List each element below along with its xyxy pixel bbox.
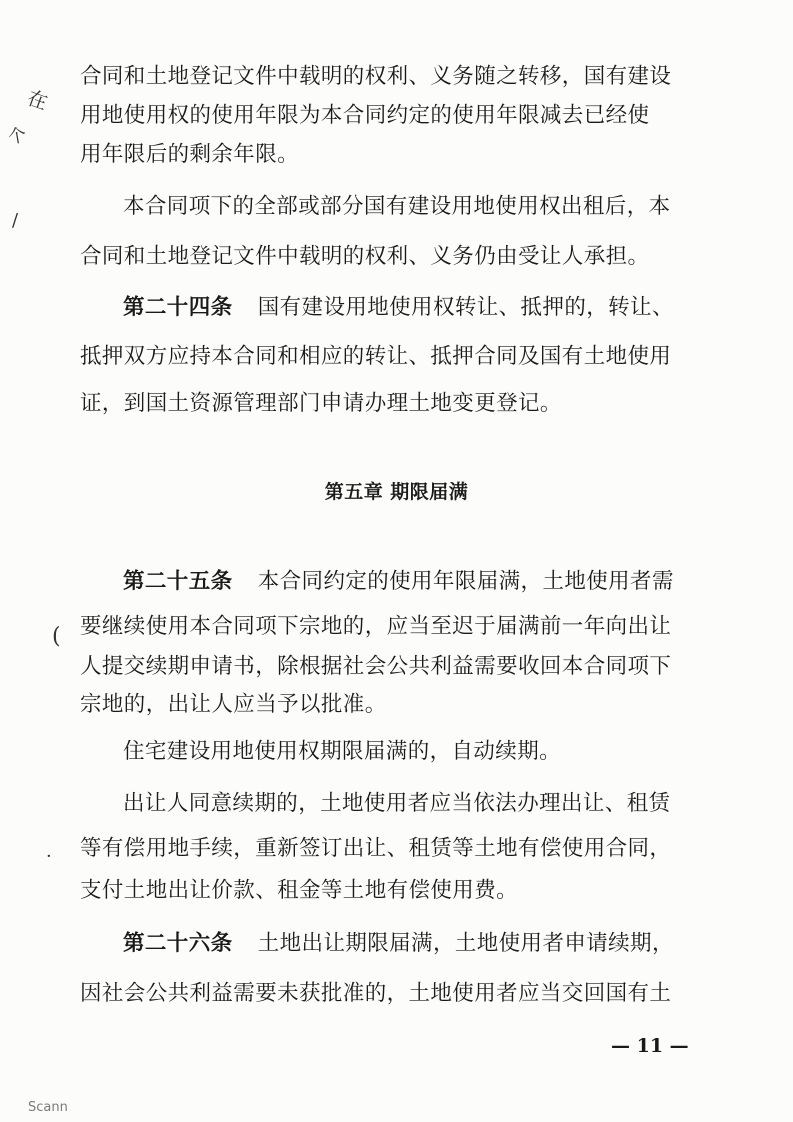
margin-mark-2: 个 bbox=[6, 124, 28, 149]
margin-mark-3: / bbox=[12, 210, 19, 231]
line-text: 人提交续期申请书，除根据社会公共利益需要收回本合同项下 bbox=[80, 654, 672, 679]
text-line bbox=[80, 242, 649, 272]
line-text: 宗地的，出让人应当予以批准。 bbox=[80, 692, 387, 717]
article-label: 第二十四条 bbox=[123, 295, 233, 320]
text-line bbox=[123, 789, 671, 819]
line-text: 要继续使用本合同项下宗地的，应当至迟于届满前一年向出让 bbox=[80, 614, 672, 639]
line-text: 因社会公共利益需要未获批准的，土地使用者应当交回国有土 bbox=[80, 981, 672, 1006]
article-26-line bbox=[123, 929, 674, 959]
text-line bbox=[80, 101, 649, 131]
line-text: 住宅建设用地使用权期限届满的，自动续期。 bbox=[123, 739, 562, 764]
text-line bbox=[123, 737, 561, 767]
line-text: 证，到国土资源管理部门申请办理土地变更登记。 bbox=[80, 391, 562, 416]
margin-mark-5: · bbox=[46, 846, 52, 867]
line-text: 用年限后的剩余年限。 bbox=[80, 142, 300, 167]
text-line bbox=[80, 876, 518, 906]
text-line bbox=[80, 140, 299, 170]
text-line bbox=[80, 690, 387, 720]
text-line bbox=[80, 834, 671, 864]
margin-mark-4: ( bbox=[52, 624, 61, 649]
text-line bbox=[80, 389, 562, 419]
line-text: 本合同约定的使用年限届满，土地使用者需 bbox=[257, 569, 674, 594]
line-text: 合同和土地登记文件中载明的权利、义务随之转移，国有建设 bbox=[80, 64, 672, 89]
article-25-line bbox=[123, 567, 674, 597]
text-line bbox=[123, 192, 671, 222]
text-line bbox=[80, 62, 671, 92]
line-text: 国有建设用地使用权转让、抵押的，转让、 bbox=[257, 295, 674, 320]
margin-mark-1: 在 bbox=[23, 85, 51, 115]
line-text: 等有偿用地手续，重新签订出让、租赁等土地有偿使用合同， bbox=[80, 836, 672, 861]
chapter-title: 第五章 期限届满 bbox=[324, 481, 469, 503]
line-text: 合同和土地登记文件中载明的权利、义务仍由受让人承担。 bbox=[80, 244, 650, 269]
line-text: 支付土地出让价款、租金等土地有偿使用费。 bbox=[80, 878, 519, 903]
line-text: 土地出让期限届满，土地使用者申请续期， bbox=[257, 931, 674, 956]
scan-footer-text: Scann bbox=[28, 1100, 68, 1115]
article-label: 第二十五条 bbox=[123, 569, 233, 594]
page-number: — 11 — bbox=[611, 1035, 689, 1057]
text-line bbox=[80, 652, 671, 682]
text-line bbox=[80, 979, 671, 1009]
text-line bbox=[80, 342, 671, 372]
line-text: 用地使用权的使用年限为本合同约定的使用年限减去已经使 bbox=[80, 103, 650, 128]
article-24-line bbox=[123, 293, 674, 323]
line-text: 抵押双方应持本合同和相应的转让、抵押合同及国有土地使用 bbox=[80, 344, 672, 369]
line-text: 本合同项下的全部或部分国有建设用地使用权出租后，本 bbox=[123, 194, 671, 219]
text-line bbox=[80, 612, 671, 642]
article-label: 第二十六条 bbox=[123, 931, 233, 956]
line-text: 出让人同意续期的，土地使用者应当依法办理出让、租赁 bbox=[123, 791, 671, 816]
